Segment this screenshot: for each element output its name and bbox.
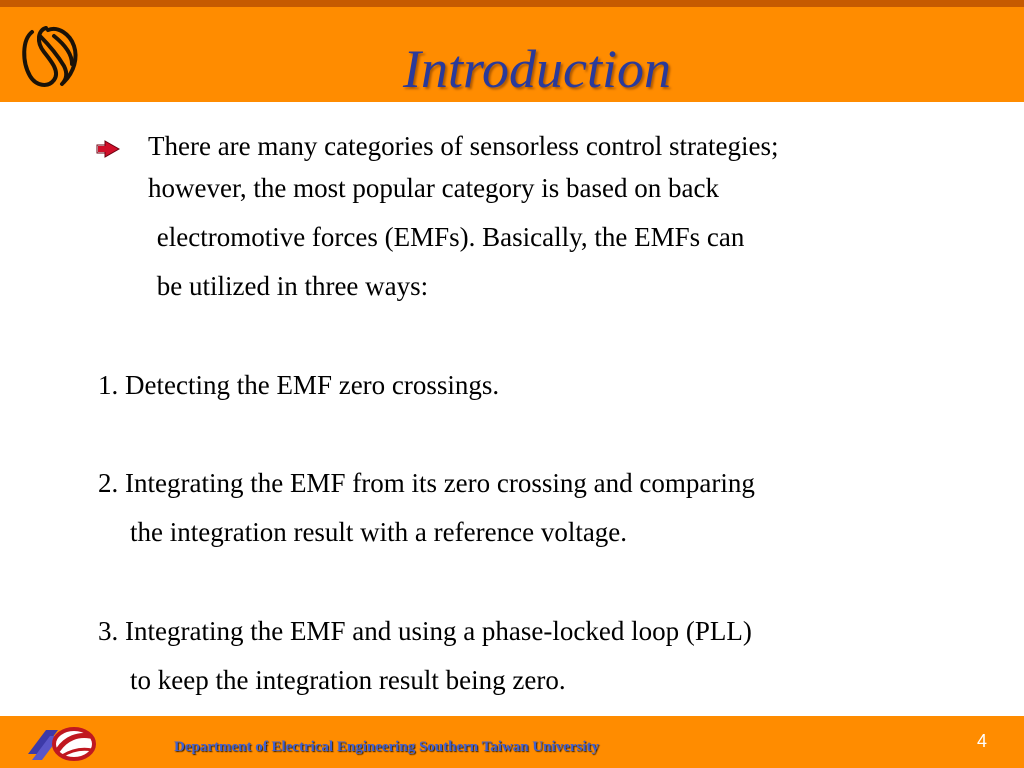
list-item-2-continuation: the integration result with a reference voltage. — [130, 517, 628, 547]
slide-footer — [0, 716, 1024, 768]
slide-title: Introduction — [403, 39, 671, 99]
slide-content — [0, 102, 1024, 716]
bullet-text-line: There are many categories of sensorless control strategies; — [148, 131, 779, 161]
page-number: 4 — [977, 731, 988, 751]
university-logo-icon — [24, 724, 100, 764]
footer-department-text: Department of Electrical Engineering Southern Taiwan University — [174, 739, 599, 755]
arrow-bullet-icon — [96, 140, 120, 158]
bullet-text-line: electromotive forces (EMFs). Basically, the EMFs can — [150, 222, 745, 252]
list-item-3: 3. Integrating the EMF and using a phase-locked loop (PLL) — [98, 616, 752, 646]
bullet-text-line: be utilized in three ways: — [150, 271, 429, 301]
list-item-2: 2. Integrating the EMF from its zero crossing and comparing — [98, 468, 755, 498]
list-item-3-continuation: to keep the integration result being zero. — [130, 665, 566, 695]
slide-header — [0, 0, 1024, 102]
bullet-text-line: however, the most popular category is based on back — [148, 173, 719, 203]
list-item-1: 1. Detecting the EMF zero crossings. — [98, 370, 500, 400]
